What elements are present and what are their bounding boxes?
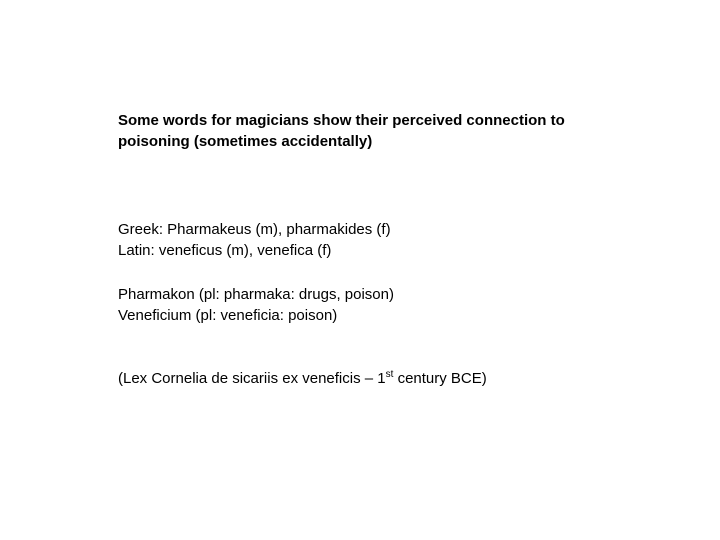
heading-line-2: poisoning (sometimes accidentally) — [118, 133, 373, 150]
veneficium-line: Veneficium (pl: veneficia: poison) — [118, 307, 338, 324]
lex-cornelia-line — [118, 368, 487, 389]
poison-terms-block — [118, 284, 394, 326]
lex-cornelia-prefix: (Lex Cornelia de sicariis ex veneficis – 1 — [118, 370, 386, 387]
lex-cornelia-suffix: century BCE) — [393, 370, 487, 387]
latin-terms-line: Latin: veneficus (m), venefica (f) — [118, 242, 332, 259]
ordinal-superscript: st — [385, 369, 394, 380]
heading-line-1: Some words for magicians show their perceived connection to — [118, 112, 565, 129]
law-reference-block — [118, 368, 487, 389]
greek-terms-line: Greek: Pharmakeus (m), pharmakides (f) — [118, 221, 391, 238]
slide-heading — [118, 110, 598, 152]
pharmakon-line: Pharmakon (pl: pharmaka: drugs, poison) — [118, 286, 394, 303]
magician-terms-block — [118, 219, 391, 261]
